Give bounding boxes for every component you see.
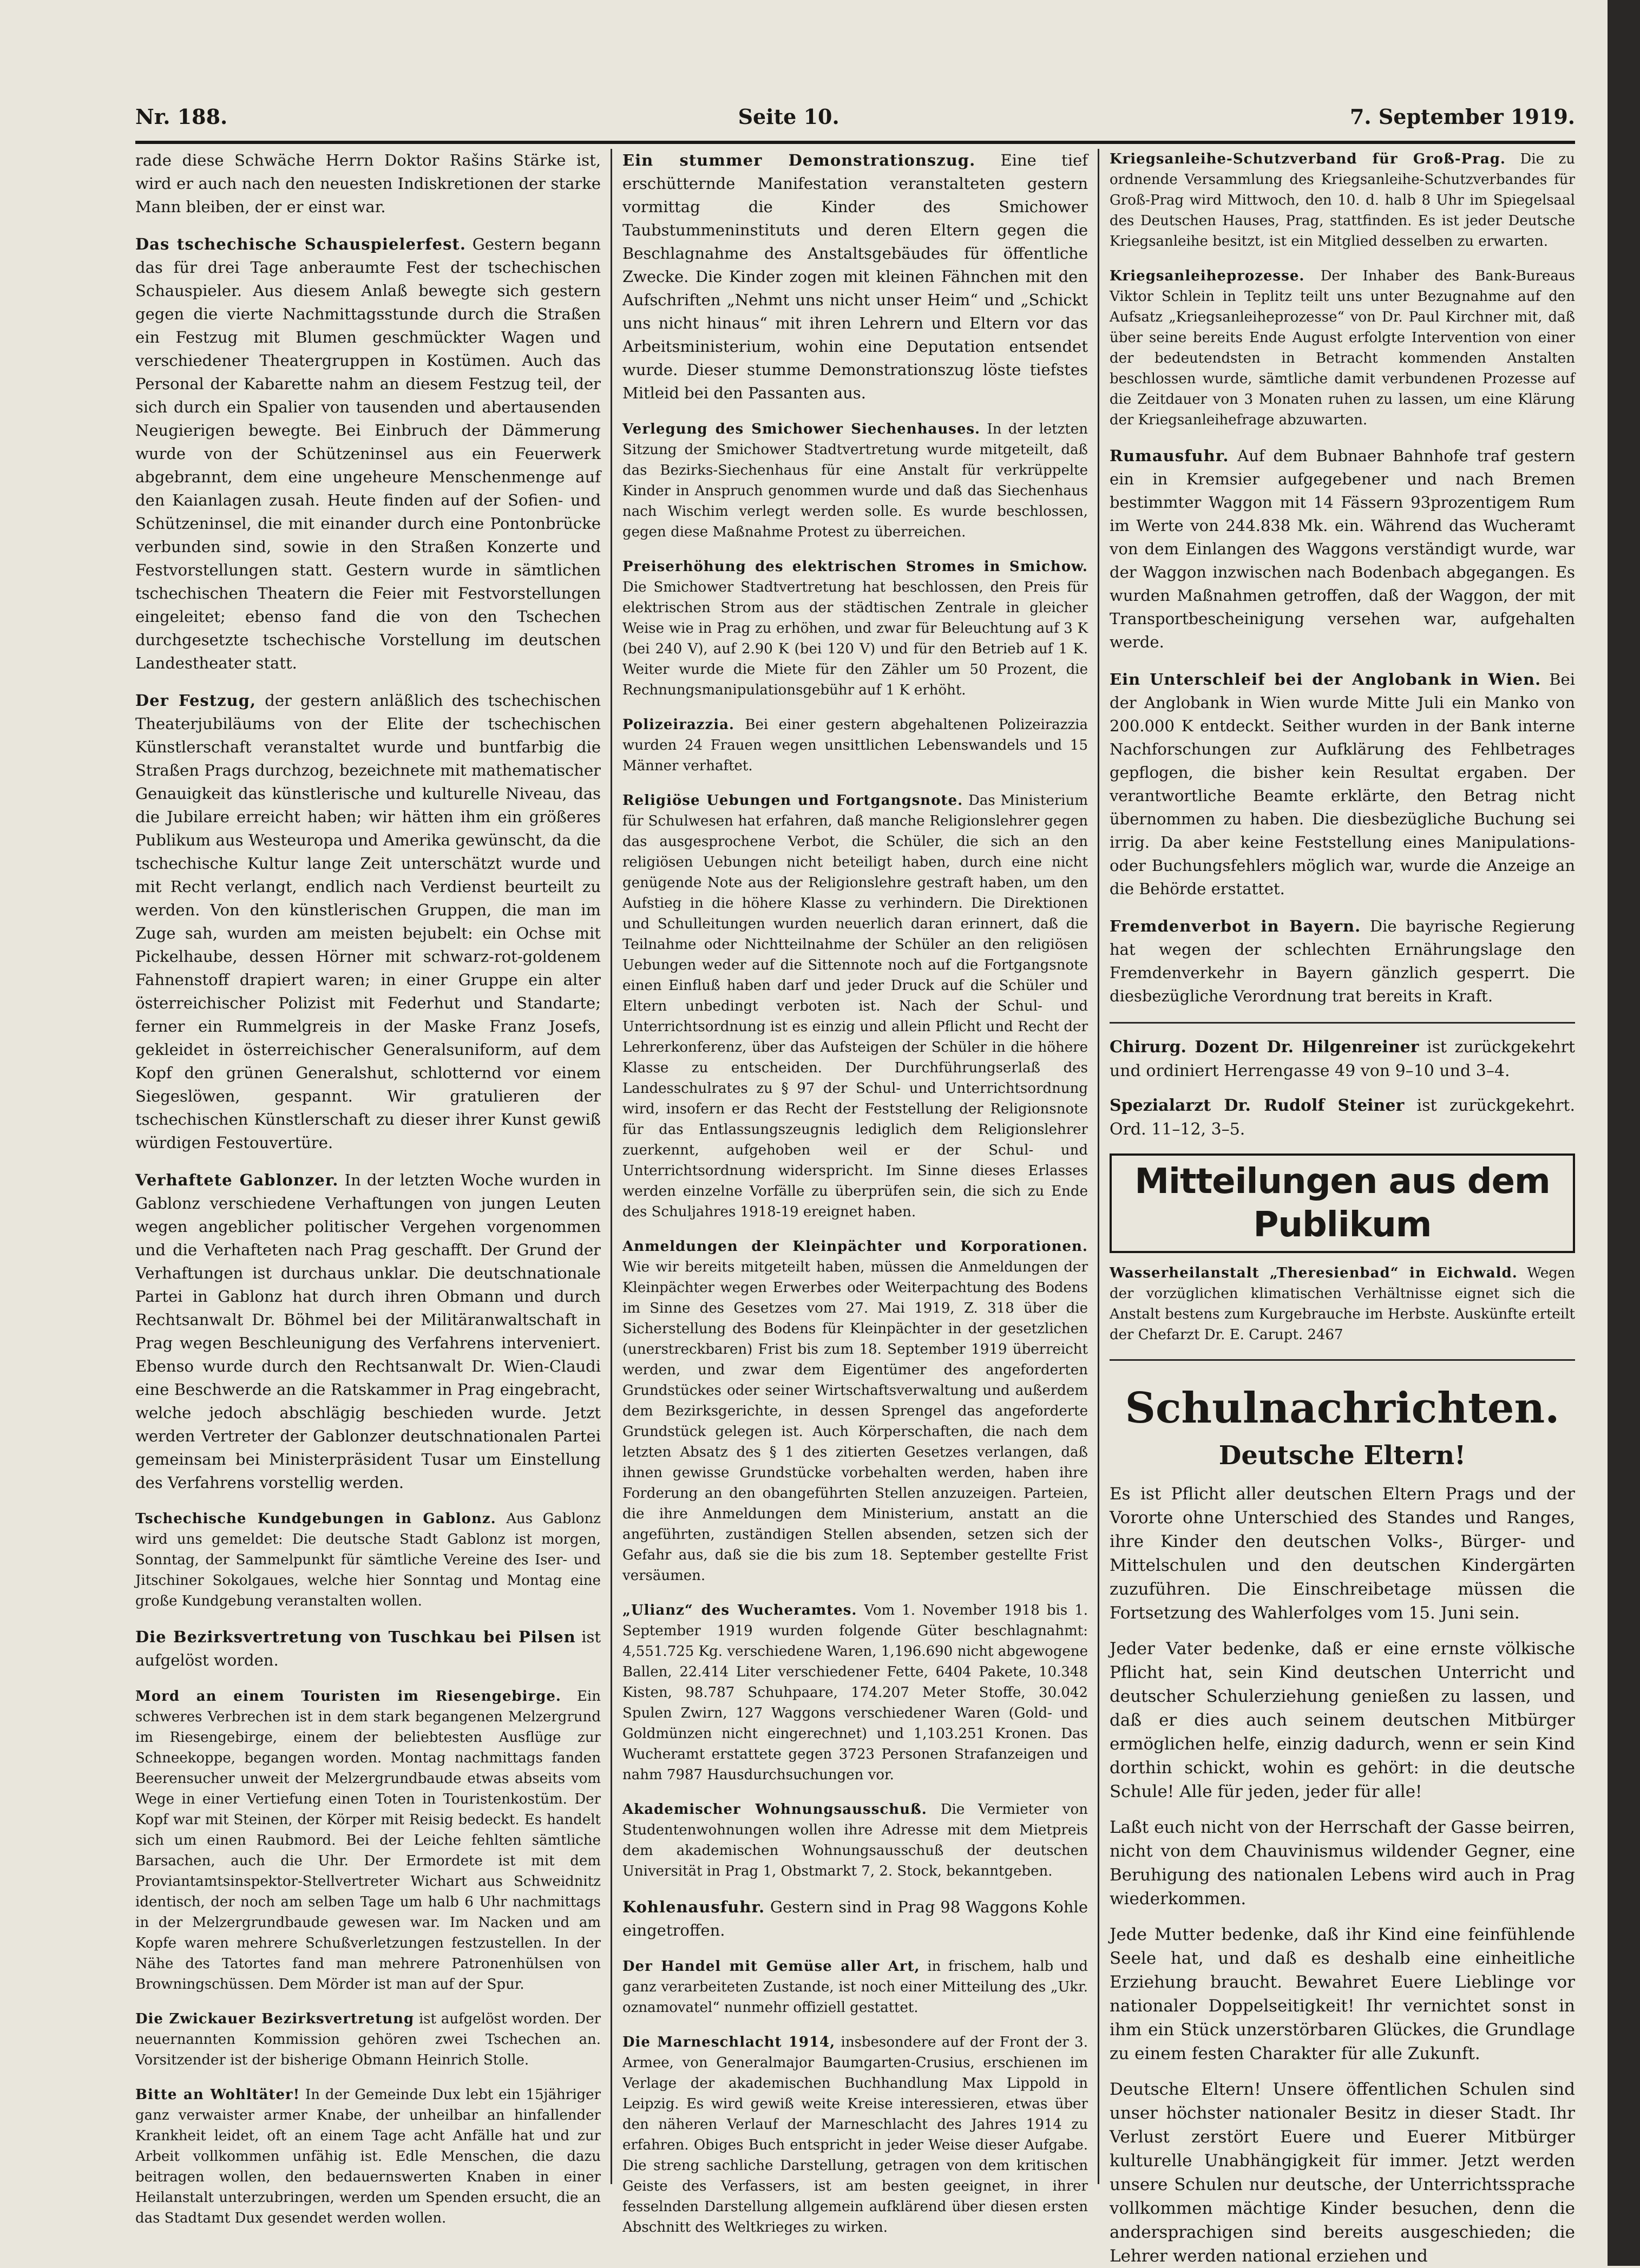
article [622, 1600, 1088, 1785]
article [1110, 149, 1575, 252]
article-title: Kriegsanleihe-Schutzverband für Groß-Prag. [1110, 151, 1506, 167]
column-3 [1110, 149, 1575, 2266]
article [135, 1625, 601, 1672]
article-title: Kriegsanleiheprozesse. [1110, 268, 1305, 284]
article-text: Die zu ordnende Versammlung des Kriegsanleihe-Schutzverbandes für Groß-Prag wird Mittwoch, den 10. d. halb 8 Uhr im Spiegelsaal des Deutschen Hauses, Prag, stattfinden. Es ist jeder Deutsche Kriegsanleihe besitzt, ist ein Mitglied desselben zu erwarten. [1110, 151, 1575, 250]
article-text: Gestern begann das für drei Tage anberaumte Fest der tschechischen Schauspieler. Aus diesem Anlaß bewegte sich gestern gegen die vierte Nachmittagsstunde durch die Straßen ein Festzug mit Blumen geschmückter Wagen und verschiedener Theatergruppen in Kostümen. Auch das Personal der Kabarette nahm an diesem Festzug teil, der sich durch ein Spalier von tausenden und abertausenden Neugierigen bewegte. Bei Einbruch der Dämmerung wurde von der Schützeninsel aus ein Feuerwerk abgebrannt, dem eine ungeheure Menschenmenge auf den Kaianlagen zusah. Heute finden auf der Sofien- und Schützeninsel, die mit einander durch eine Pontonbrücke verbunden sind, sowie in den Straßen Konzerte und Festvorstellungen statt. Gestern wurde in sämtlichen tschechischen Theatern die Feier mit Festvorstellungen eingeleitet; ebenso fand die von den Tschechen durchgesetzte tschechische Vorstellung im deutschen Landestheater statt. [135, 235, 601, 672]
article [622, 419, 1088, 542]
article-title: Polizeirazzia. [622, 717, 734, 733]
article [135, 2009, 601, 2070]
paragraph: Es ist Pflicht aller deutschen Eltern Prags und der Vororte ohne Unterschied des Standes und Ranges, ihre Kinder den deutschen Volks-, Bürger- und Mittelschulen und den deutschen Kindergärten zuzuführen. Die Einschreibetage müssen die Fortsetzung des Wahlerfolges vom 15. Juni sein. [1110, 1484, 1575, 1623]
article-text: In der letzten Sitzung der Smichower Stadtvertretung wurde mitgeteilt, daß das Bezirks-Siechenhaus für eine Anstalt für verkrüppelte Kinder in Anspruch genommen wurde und daß das Siechenhaus nach Wischim verlegt werden solle. Es wurde beschlossen, gegen diese Maßnahme Protest zu überreichen. [622, 421, 1088, 540]
article-text: In der letzten Woche wurden in Gablonz verschiedene Verhaftungen von jungen Leuten wegen angeblicher politischer Vergehen vorgenommen und die Verhafteten nach Prag geschafft. Der Grund der Verhaftungen ist durchaus unklar. Die deutschnationale Partei in Gablonz hat durch ihren Obmann und durch Rechtsanwalt Dr. Böhmel bei der Militäranwaltschaft in Prag wegen Beschleunigung des Verfahrens interveniert. Ebenso wurde durch den Rechtsanwalt Dr. Wien-Claudi eine Beschwerde an die Ratskammer in Prag eingebracht, welche jedoch abschlägig beschieden wurde. Jetzt werden Vertreter der Gablonzer deutschnationalen Partei gemeinsam bei Ministerpräsident Tusar um Einstellung des Verfahrens vorstellig werden. [135, 1171, 601, 1492]
article [622, 1956, 1088, 2018]
article [622, 2032, 1088, 2238]
issue-date: 7. September 1919. [1349, 104, 1575, 129]
article-text: ist aufgelöst worden. [135, 1628, 601, 1669]
article [135, 1686, 601, 1995]
article [622, 715, 1088, 776]
notice-text: ist zurückgekehrt und ordiniert Herrengasse 49 von 9–10 und 3–4. [1110, 1038, 1575, 1080]
article-title: Der Handel mit Gemüse aller Art, [622, 1958, 920, 1975]
article [135, 149, 601, 219]
article [1110, 915, 1575, 1008]
article-text: Wie wir bereits mitgeteilt haben, müssen die Anmeldungen der Kleinpächter wegen Erwerbes oder Weiterpachtung des Bodens im Sinne des Gesetzes vom 27. Mai 1919, Z. 318 über die Sicherstellung des Bodens für Kleinpächter in der gesetzlichen (unerstreckbaren) Frist bis zum 18. September 1919 überreicht werden, und zwar dem Eigentümer des angeforderten Grundstückes oder seiner Wirtschaftsverwaltung und außerdem dem Bezirksgerichte, in dessen Sprengel das angeforderte Grundstück gelegen ist. Auch Körperschaften, die nach dem letzten Absatz des § 1 des zitierten Gesetzes verlangen, daß ihnen gewisse Grundstücke vorbehalten werden, haben ihre Forderung an den obangeführten Stellen anzuzeigen. Parteien, die ihre Anmeldungen dem Ministerium, anstatt an die angeführten, zuständigen Stellen absenden, setzen sich der Gefahr aus, daß sie die bis zum 18. September gestellte Frist versäumen. [622, 1259, 1088, 1584]
notice-title: Spezialarzt Dr. Rudolf Steiner [1110, 1096, 1405, 1115]
doctor-notice [1110, 1094, 1575, 1142]
article-text: Bei der Anglobank in Wien wurde Mitte Juli ein Manko von 200.000 K entdeckt. Seither wurden in der Bank interne Nachforschungen zur Aufklärung des Fehlbetrages gepflogen, die bisher kein Resultat ergaben. Der verantwortliche Beamte erklärte, den Betrag nicht übernommen zu haben. Die diesbezügliche Buchung sei irrig. Da aber keine Feststellung eines Manipulations- oder Buchungsfehlers möglich war, wurde die Anzeige an die Behörde erstattet. [1110, 670, 1575, 898]
article-title: Verhaftete Gablonzer. [135, 1171, 339, 1189]
article-title: Die Bezirksvertretung von Tuschkau bei Pilsen [135, 1628, 576, 1646]
article [622, 790, 1088, 1222]
article-title: Tschechische Kundgebungen in Gablonz. [135, 1511, 496, 1527]
notice-text: Wegen der vorzüglichen klimatischen Verhältnisse eignet sich die Anstalt bestens zum Kurgebrauche im Herbste. Auskünfte erteilt der Chefarzt Dr. E. Carupt. 2467 [1110, 1265, 1575, 1343]
article-title: Anmeldungen der Kleinpächter und Korporationen. [622, 1238, 1088, 1255]
article-text: rade diese Schwäche Herrn Doktor Rašins Stärke ist, wird er auch nach den neuesten Indiskretionen der starke Mann bleiben, der er einst war. [135, 151, 601, 216]
article-text: Die Vermieter von Studentenwohnungen wollen ihre Adresse mit dem Mietpreis dem akademischen Wohnungsausschuß der deutschen Universität in Prag 1, Obstmarkt 7, 2. Stock, bekanntgeben. [622, 1801, 1088, 1879]
article [135, 233, 601, 675]
article-title: „Ulianz“ des Wucheramtes. [622, 1602, 857, 1618]
article-text: Aus Gablonz wird uns gemeldet: Die deutsche Stadt Gablonz ist morgen, Sonntag, der Sammelpunkt für sämtliche Vereine des Iser- und Jitschiner Sokolgaues, welche hier Sonntag und Montag eine große Kundgebung veranstalten wollen. [135, 1511, 601, 1609]
article-text: Gestern sind in Prag 98 Waggons Kohle eingetroffen. [622, 1898, 1088, 1939]
divider [1110, 1022, 1575, 1024]
issue-number: Nr. 188. [135, 104, 228, 129]
article-title: Die Zwickauer Bezirksvertretung [135, 2011, 415, 2027]
article-text: Vom 1. November 1918 bis 1. September 1919 wurden folgende Güter beschlagnahmt: 4,551.725 Kg. verschiedene Waren, 1,196.690 nicht abgewogene Ballen, 22.414 Liter verschiedener Fette, 6404 Pakete, 10.348 Kisten, 98.787 Schuhpaare, 174.207 Meter Stoffe, 30.042 Spulen Zwirn, 127 Waggons verschiedener Waren (Gold- und Goldmünzen nicht eingerechnet) und 1,103.251 Kronen. Das Wucheramt erstattete gegen 3723 Personen Strafanzeigen und nahm 7987 Hausdurchsuchungen vor. [622, 1602, 1088, 1783]
article-title: Der Festzug, [135, 691, 257, 710]
article [622, 556, 1088, 700]
article-text: Der Inhaber des Bank-Bureaus Viktor Schlein in Teplitz teilt uns unter Bezugnahme auf den Aufsatz „Kriegsanleiheprozesse“ von Dr. Paul Kirchner mit, daß über seine bereits Ende August erfolgte Intervention von einer der bedeutendsten in Betracht kommenden Anstalten beschlossen wurde, sämtliche damit verbundenen Prozesse auf die Zeitdauer von 3 Monaten ruhen zu lassen, um eine Klärung der Kriegsanleihefrage abzuwarten. [1110, 268, 1575, 428]
article [622, 149, 1088, 405]
article-text: Das Ministerium für Schulwesen hat erfahren, daß manche Religionslehrer gegen das ausgesprochene Verbot, die Schüler, die sich an den religiösen Uebungen nicht beteiligt haben, durch eine nicht genügende Note aus der Religionslehre gestraft haben, um den Aufstieg in die höhere Klasse zu verhindern. Die Direktionen und Schulleitungen wurden neuerlich daran erinnert, daß die Teilnahme oder Nichtteilnahme der Schüler an den religiösen Uebungen weder auf die Sittennote noch auf die Fortgangsnote einen Einfluß haben darf und jeder Druck auf die Schüler und Eltern unbedingt verboten ist. Nach der Schul- und Unterrichtsordnung ist es einzig und allein Pflicht und Recht der Lehrerkonferenz, über das Aufsteigen der Schüler in die höhere Klasse zu entscheiden. Der Durchführungserlaß des Landesschulrates zu § 97 der Schul- und Unterrichtsordnung wird, insofern er das Recht der Feststellung der Religionsnote für das Entlassungszeugnis lediglich dem Religionslehrer zuerkennt, aufgehoben weil er der Schul- und Unterrichtsordnung widerspricht. Im Sinne dieses Erlasses werden einzelne Vorfälle zu überprüfen sein, die sich zu Ende des Schuljahres 1918-19 ereignet haben. [622, 792, 1088, 1220]
article-text: ist aufgelöst worden. Der neuernannten Kommission gehören zwei Tschechen an. Vorsitzender ist der bisherige Obmann Heinrich Stolle. [135, 2011, 601, 2068]
article [1110, 668, 1575, 901]
column-1 [135, 149, 601, 2226]
article-title: Die Marneschlacht 1914, [622, 2034, 836, 2050]
article-text: der gestern anläßlich des tschechischen Theaterjubiläums von der Elite der tschechischen Künstlerschaft veranstaltet wurde und buntfarbig die Straßen Prags durchzog, bezeichnete mit mathematischer Genauigkeit das künstlerische und kulturelle Niveau, das die Jubilare erreicht haben; wir hätten ihm ein größeres Publikum aus Westeuropa und Amerika gewünscht, da die tschechische Kultur lange Zeit unterschätzt wurde und mit Recht verlangt, endlich nach Verdienst beurteilt zu werden. Von den künstlerischen Gruppen, die man im Zuge sah, wurden am meisten bejubelt: ein Ochse mit Pickelhaube, dessen Hörner mit schwarz-rot-goldenem Fahnenstoff drapiert waren; in einer Gruppe ein alter österreichischer Polizist mit Federhut und Standarte; ferner ein Rummelgreis in der Maske Franz Josefs, gekleidet in österreichischer Generalsuniform, auf dem Kopf den grünen Generalshut, schlotternd vor einem Siegeslöwen, gespannt. Wir gratulieren der tschechischen Künstlerschaft zu dieser ihrer Kunst gewiß würdigen Festouvertüre. [135, 691, 601, 1152]
public-announcements-heading: Mitteilungen aus dem Publikum [1110, 1153, 1575, 1253]
article-text: Ein schweres Verbrechen ist in dem stark begangenen Melzergrund im Riesengebirge, einem der beliebtesten Ausflüge zur Schneekoppe, begangen worden. Montag nachmittags fanden Beerensucher unweit der Melzergrundbaude etwas abseits vom Wege in einer Vertiefung einen Toten in Touristenkostüm. Der Kopf war mit Steinen, der Körper mit Reisig bedeckt. Es handelt sich um einen Raubmord. Bei der Leiche fehlten sämtliche Barsachen, auch die Uhr. Der Ermordete ist mit dem Proviantamtsinspektor-Stellvertreter Wichart aus Schweidnitz identisch, der noch am selben Tage um halb 6 Uhr nachmittags in der Melzergrundbaude gewesen war. Im Nacken und am Kopfe waren mehrere Schußverletzungen festzustellen. In der Nähe des Tatortes fand man mehrere Patronenhülsen von Browningschüssen. Dem Mörder ist man auf der Spur. [135, 1688, 601, 1992]
doctor-notice [1110, 1035, 1575, 1083]
paragraph: Laßt euch nicht von der Herrschaft der Gasse beirren, nicht von dem Chauvinismus wildender Gegner, eine Beruhigung des nationalen Lebens wird auch in Prag wiederkommen. [1110, 1818, 1575, 1909]
column-2 [622, 149, 1088, 2236]
article-text: insbesondere auf der Front der 3. Armee, von Generalmajor Baumgarten-Crusius, erschienen im Verlage der akademischen Buchhandlung Max Lippold in Leipzig. Es wird gewiß weite Kreise interessieren, etwas über den näheren Verlauf der Marneschlacht des Jahres 1914 zu erfahren. Obiges Buch entspricht in jeder Weise dieser Aufgabe. Die streng sachliche Darstellung, getragen von dem kritischen Geiste des Verfassers, ist am besten geeignet, in ihrer fesselnden Darstellung allgemein aufklärend über diesen ersten Abschnitt des Weltkrieges zu wirken. [622, 2034, 1088, 2236]
column-rule [1098, 149, 1099, 2184]
article [135, 689, 601, 1155]
article-title: Bitte an Wohltäter! [135, 2087, 300, 2103]
article-title: Mord an einem Touristen im Riesengebirge. [135, 1688, 561, 1705]
article [135, 1509, 601, 1611]
paragraph: Deutsche Eltern! Unsere öffentlichen Schulen sind unser höchster nationaler Besitz in dieser Stadt. Ihr Verlust zerstört Euere und Euerer Mitbürger kulturelle Unabhängigkeit für immer. Jetzt werden unsere Schulen nur deutsche, der Unterrichtssprache vollkommen mächtige Kinder besuchen, denn die andersprachigen sind bereits ausgeschieden; die Lehrer werden national erziehen und [1110, 2080, 1575, 2266]
article-text: In der Gemeinde Dux lebt ein 15jähriger ganz verwaister armer Knabe, der unheilbar an hinfallender Krankheit leidet, oft an einem Tage acht Anfälle hat und zur Arbeit vollkommen unfähig ist. Edle Menschen, die dazu beitragen wollen, den bedauernswerten Knaben in einer Heilanstalt unterzubringen, werden um Spenden ersucht, die an das Stadtamt Dux gesendet werden wollen. [135, 2087, 601, 2226]
notice-title: Chirurg. Dozent Dr. Hilgenreiner [1110, 1038, 1419, 1057]
paragraph: Jede Mutter bedenke, daß ihr Kind eine feinfühlende Seele hat, und daß es deshalb eine einheitliche Erziehung braucht. Bewahret Euere Lieblinge vor nationaler Doppelseitigkeit! Ihr vernichtet sonst in ihm ein Stück unzerstörbaren Glückes, die Grundlage zu einem festen Charakter für alle Zukunft. [1110, 1925, 1575, 2063]
article-text: Die Smichower Stadtvertretung hat beschlossen, den Preis für elektrischen Strom aus der städtischen Zentrale in gleicher Weise wie in Prag zu erhöhen, und zwar für Beleuchtung auf 3 K (bei 240 V), auf 2.90 K (bei 120 V) und für den Betrieb auf 1 K. Weiter wurde die Miete für den Zähler um 50 Prozent, die Rechnungsmanipulationsgebühr auf 1 K erhöht. [622, 579, 1088, 698]
article [1110, 444, 1575, 654]
newspaper-page [135, 87, 1575, 2266]
article-title: Ein stummer Demonstrationszug. [622, 151, 976, 169]
public-notice [1110, 1263, 1575, 1345]
article [622, 1236, 1088, 1586]
divider [1110, 1359, 1575, 1361]
article [135, 1169, 601, 1494]
article-title: Ein Unterschleif bei der Anglobank in Wien. [1110, 670, 1541, 689]
column-rule [611, 149, 612, 2184]
article-title: Verlegung des Smichower Siechenhauses. [622, 421, 981, 437]
article-title: Akademischer Wohnungsausschuß. [622, 1801, 927, 1818]
article-text: Bei einer gestern abgehaltenen Polizeirazzia wurden 24 Frauen wegen unsittlichen Lebenswandels und 15 Männer verhaftet. [622, 717, 1088, 774]
article-text: Auf dem Bubnaer Bahnhofe traf gestern ein in Kremsier aufgegebener und nach Bremen bestimmter Waggon mit 14 Fässern 93prozentigem Rum im Werte von 244.838 Mk. ein. Während das Wucheramt von dem Einlangen des Waggons verständigt wurde, war der Waggon inzwischen nach Bodenbach abgegangen. Es wurden Maßnahmen getroffen, daß der Waggon, der mit Transportbescheinigung versehen war, aufgehalten werde. [1110, 447, 1575, 651]
header-rule [135, 141, 1575, 144]
notice-title: Wasserheilanstalt „Theresienbad“ in Eichwald. [1110, 1265, 1518, 1281]
article-title: Das tschechische Schauspielerfest. [135, 235, 466, 253]
scan-edge [1608, 0, 1640, 2266]
article [135, 2085, 601, 2228]
section-heading: Schulnachrichten. [1125, 1384, 1560, 1433]
section-subheading: Deutsche Eltern! [1218, 1440, 1466, 1471]
page-header [135, 97, 1575, 135]
article-text: Eine tief erschütternde Manifestation veranstalteten gestern vormittag die Kinder des Smichower Taubstummeninstituts und deren Eltern gegen die Beschlagnahme des Anstaltsgebäudes für öffentliche Zwecke. Die Kinder zogen mit kleinen Fähnchen mit den Aufschriften „Nehmt uns nicht unser Heim“ und „Schickt uns nicht hinaus“ mit ihren Lehrern und Eltern vor das Arbeitsministerium, wohin eine Deputation entsendet wurde. Dieser stumme Demonstrationszug löste tiefstes Mitleid bei den Passanten aus. [622, 151, 1088, 402]
paragraph: Jeder Vater bedenke, daß er eine ernste völkische Pflicht hat, sein Kind deutschen Unterricht und deutscher Schulerziehung genießen zu lassen, und daß er dies auch seinem deutschen Mitbürger ermöglichen helfe, einzig dadurch, wenn er sein Kind dorthin schickt, wohin es gehört: in die deutsche Schule! Alle für jeden, jeder für alle! [1110, 1639, 1575, 1801]
article-title: Kohlenausfuhr. [622, 1898, 765, 1916]
article-title: Religiöse Uebungen und Fortgangsnote. [622, 792, 963, 809]
article [622, 1896, 1088, 1942]
page-number: Seite 10. [738, 104, 839, 129]
article [622, 1799, 1088, 1882]
article-text: Die bayrische Regierung hat wegen der schlechten Ernährungslage den Fremdenverkehr in Bayern gänzlich gesperrt. Die diesbezügliche Verordnung trat bereits in Kraft. [1110, 917, 1575, 1005]
article-title: Fremdenverbot in Bayern. [1110, 917, 1361, 935]
article-text: in frischem, halb und ganz verarbeiteten Zustande, ist noch einer Mitteilung des „Ukr. oznamovatel“ nunmehr offiziell gestattet. [622, 1958, 1088, 2016]
article [1110, 266, 1575, 430]
article-title: Rumausfuhr. [1110, 447, 1229, 465]
notice-text: ist zurückgekehrt. Ord. 11–12, 3–5. [1110, 1096, 1575, 1139]
article-title: Preiserhöhung des elektrischen Stromes in Smichow. [622, 559, 1088, 575]
